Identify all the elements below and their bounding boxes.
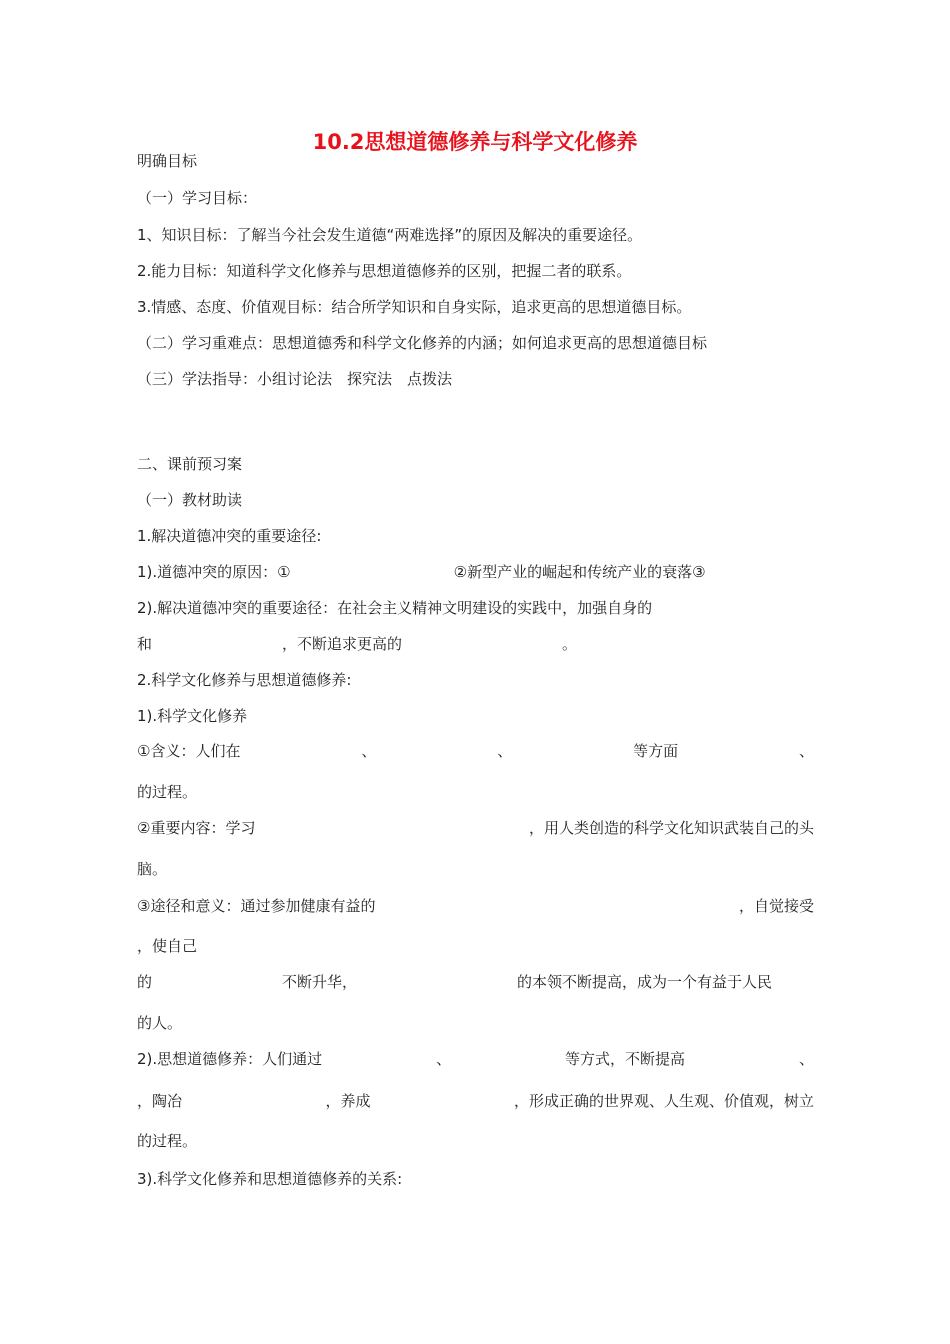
text-fragment: ②新型产业的崛起和传统产业的衰落③ — [453, 563, 706, 581]
text-fragment: ，陶冶 — [137, 1092, 183, 1110]
text-line: 的过程。 — [137, 1132, 198, 1150]
section-heading: 二、课前预习案 — [137, 455, 243, 473]
text-line: 3.情感、态度、价值观目标：结合所学知识和自身实际，追求更高的思想道德目标。 — [137, 298, 692, 316]
text-fragment: ③途径和意义：通过参加健康有益的 — [137, 897, 376, 915]
text-line: （三）学法指导：小组讨论法 探究法 点拨法 — [137, 370, 453, 388]
text-fragment: 2).思想道德修养：人们通过 — [137, 1050, 323, 1068]
section-heading: 明确目标 — [137, 152, 198, 170]
text-fragment: 、 — [798, 742, 814, 760]
text-line: 2.科学文化修养与思想道德修养: — [137, 671, 352, 689]
text-fragment: 的本领不断提高，成为一个有益于人民 — [517, 973, 773, 991]
text-fragment: 等方面 — [633, 742, 679, 760]
text-line: 1、知识目标：了解当今社会发生道德“两难选择”的原因及解决的重要途径。 — [137, 226, 643, 244]
text-line — [137, 742, 814, 760]
text-line: （二）学习重难点：思想道德秀和科学文化修养的内涵；如何追求更高的思想道德目标 — [137, 334, 708, 352]
text-line: ，使自己 — [137, 937, 198, 955]
text-line — [137, 563, 706, 581]
text-fragment: 、 — [497, 742, 513, 760]
text-fragment: ①含义：人们在 — [137, 742, 241, 760]
text-line — [137, 1092, 814, 1110]
text-line — [137, 973, 772, 991]
text-line — [137, 897, 814, 915]
text-fragment: ②重要内容：学习 — [137, 819, 256, 837]
text-fragment: ，用人类创造的科学文化知识武装自己的头 — [528, 819, 814, 837]
text-fragment: 、 — [361, 742, 377, 760]
text-line: 的人。 — [137, 1014, 183, 1032]
text-line: 2).解决道德冲突的重要途径：在社会主义精神文明建设的实践中，加强自身的 — [137, 599, 653, 617]
text-fragment: ，形成正确的世界观、人生观、价值观，树立 — [513, 1092, 814, 1110]
text-fragment: 、 — [798, 1050, 814, 1068]
text-line: 1).科学文化修养 — [137, 707, 248, 725]
text-fragment: 的 — [137, 973, 153, 991]
text-fragment: 、 — [436, 1050, 452, 1068]
text-fragment: ，养成 — [325, 1092, 371, 1110]
subheading: （一）学习目标： — [137, 189, 258, 207]
text-fragment: 1).道德冲突的原因：① — [137, 563, 291, 581]
text-line: 1.解决道德冲突的重要途径: — [137, 527, 322, 545]
text-fragment: 不断升华， — [282, 973, 358, 991]
text-line — [137, 819, 814, 837]
text-fragment: 和 — [137, 635, 153, 653]
text-fragment: 。 — [562, 635, 578, 653]
text-line — [137, 635, 577, 653]
text-line: 3).科学文化修养和思想道德修养的关系: — [137, 1170, 403, 1188]
text-line — [137, 1050, 814, 1068]
text-fragment: 等方式，不断提高 — [565, 1050, 686, 1068]
text-line: 2.能力目标：知道科学文化修养与思想道德修养的区别，把握二者的联系。 — [137, 262, 632, 280]
text-fragment: ，不断追求更高的 — [282, 635, 403, 653]
document-title: 10.2思想道德修养与科学文化修养 — [312, 130, 638, 154]
subheading: （一）教材助读 — [137, 491, 243, 509]
text-line: 的过程。 — [137, 783, 198, 801]
text-fragment: ，自觉接受 — [738, 897, 814, 915]
text-line: 脑。 — [137, 860, 168, 878]
